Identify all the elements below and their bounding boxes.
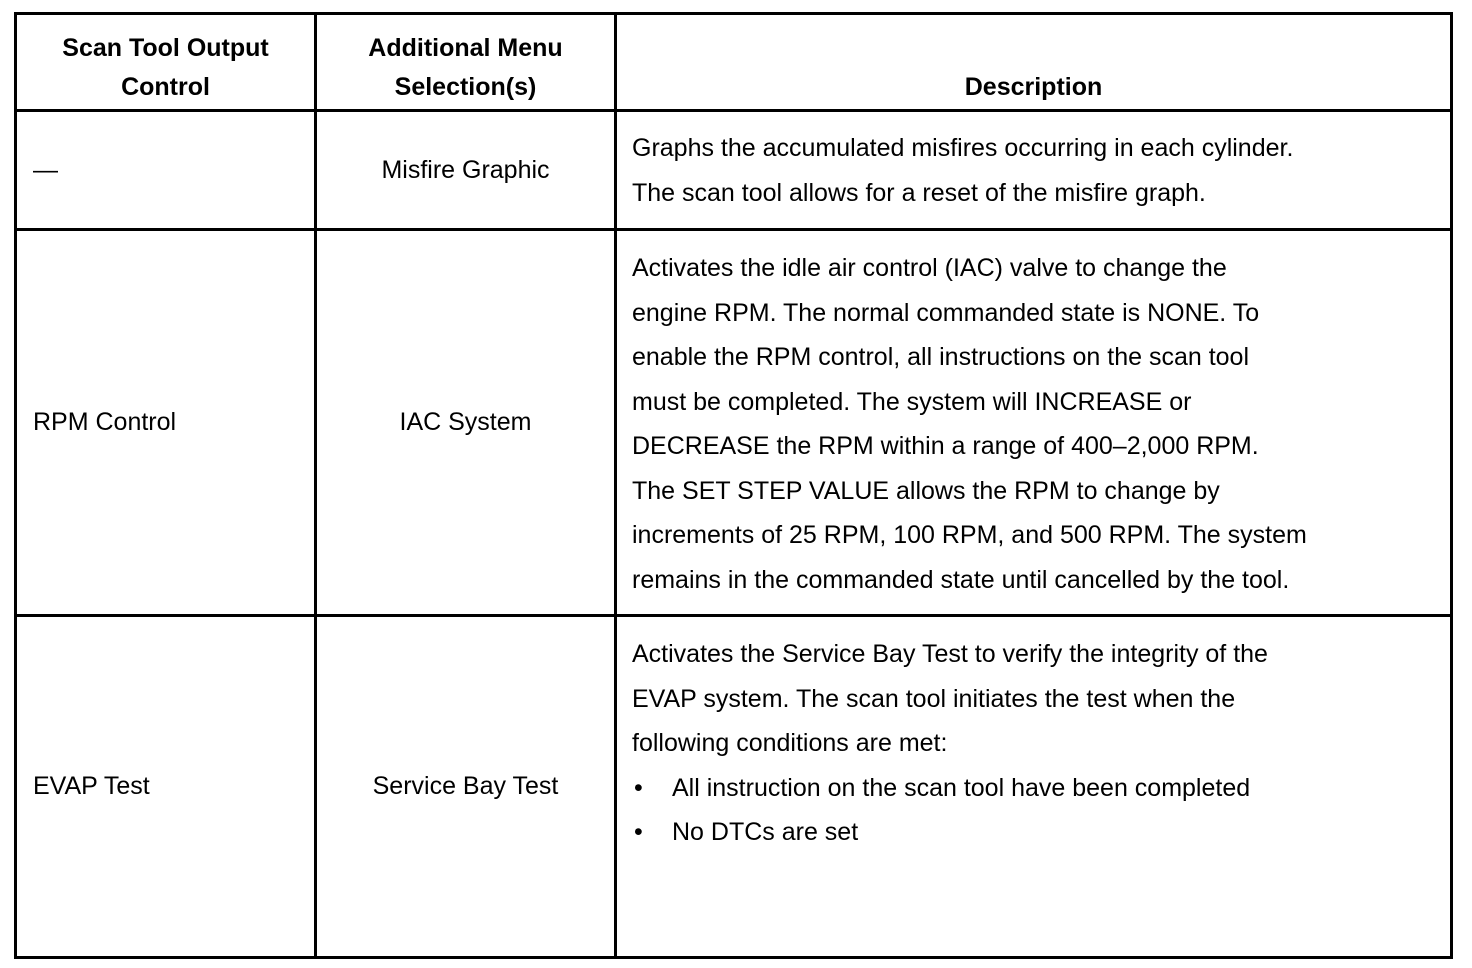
description-line: Activates the Service Bay Test to verify the integrity of the xyxy=(632,640,1268,668)
description-line: Activates the idle air control (IAC) valve to change the xyxy=(632,254,1227,282)
cell-output-control: — xyxy=(16,111,316,230)
description-line: DECREASE the RPM within a range of 400–2,000 RPM. xyxy=(632,432,1259,460)
description-line: The scan tool allows for a reset of the misfire graph. xyxy=(632,178,1206,207)
cell-description xyxy=(616,230,1452,616)
description-line: The SET STEP VALUE allows the RPM to change by xyxy=(632,476,1220,505)
bullet-icon: • xyxy=(634,773,643,802)
header-description xyxy=(616,14,1452,111)
header-scan-tool-output-control xyxy=(16,14,316,111)
header-col1-line2: Control xyxy=(121,73,210,101)
conditions-bullet-list xyxy=(632,766,1430,855)
bullet-text: All instruction on the scan tool have been completed xyxy=(672,773,1251,802)
header-col1-line1: Scan Tool Output xyxy=(62,34,269,62)
description-line: enable the RPM control, all instructions on the scan tool xyxy=(632,343,1250,371)
bullet-text: No DTCs are set xyxy=(672,818,859,846)
description-text xyxy=(632,246,1430,602)
cell-menu-selection: IAC System xyxy=(316,230,616,616)
cell-menu-selection: Service Bay Test xyxy=(316,616,616,958)
header-col2-line2: Selection(s) xyxy=(394,73,537,101)
description-text xyxy=(632,126,1430,215)
table-header-row xyxy=(16,14,1452,111)
bullet-item xyxy=(632,766,1430,811)
cell-output-control: EVAP Test xyxy=(16,616,316,958)
header-col3-label: Description xyxy=(964,73,1103,101)
description-line: Graphs the accumulated misfires occurring in each cylinder. xyxy=(632,134,1294,162)
cell-description xyxy=(616,111,1452,230)
table-row xyxy=(16,111,1452,230)
description-text xyxy=(632,632,1430,766)
table-row xyxy=(16,230,1452,616)
bullet-item xyxy=(632,810,1430,855)
bullet-icon: • xyxy=(634,818,643,846)
header-col2-line1: Additional Menu xyxy=(368,34,563,62)
description-line: EVAP system. The scan tool initiates the test when the xyxy=(632,684,1236,713)
table-row xyxy=(16,616,1452,958)
header-additional-menu-selections xyxy=(316,14,616,111)
cell-menu-selection: Misfire Graphic xyxy=(316,111,616,230)
cell-description xyxy=(616,616,1452,958)
description-line: remains in the commanded state until cancelled by the tool. xyxy=(632,565,1290,594)
description-line: must be completed. The system will INCREASE or xyxy=(632,387,1192,416)
scan-tool-output-control-table xyxy=(14,12,1453,959)
description-line: engine RPM. The normal commanded state is NONE. To xyxy=(632,298,1260,327)
cell-output-control: RPM Control xyxy=(16,230,316,616)
description-line: following conditions are met: xyxy=(632,729,948,757)
description-line: increments of 25 RPM, 100 RPM, and 500 RPM. The system xyxy=(632,521,1307,549)
